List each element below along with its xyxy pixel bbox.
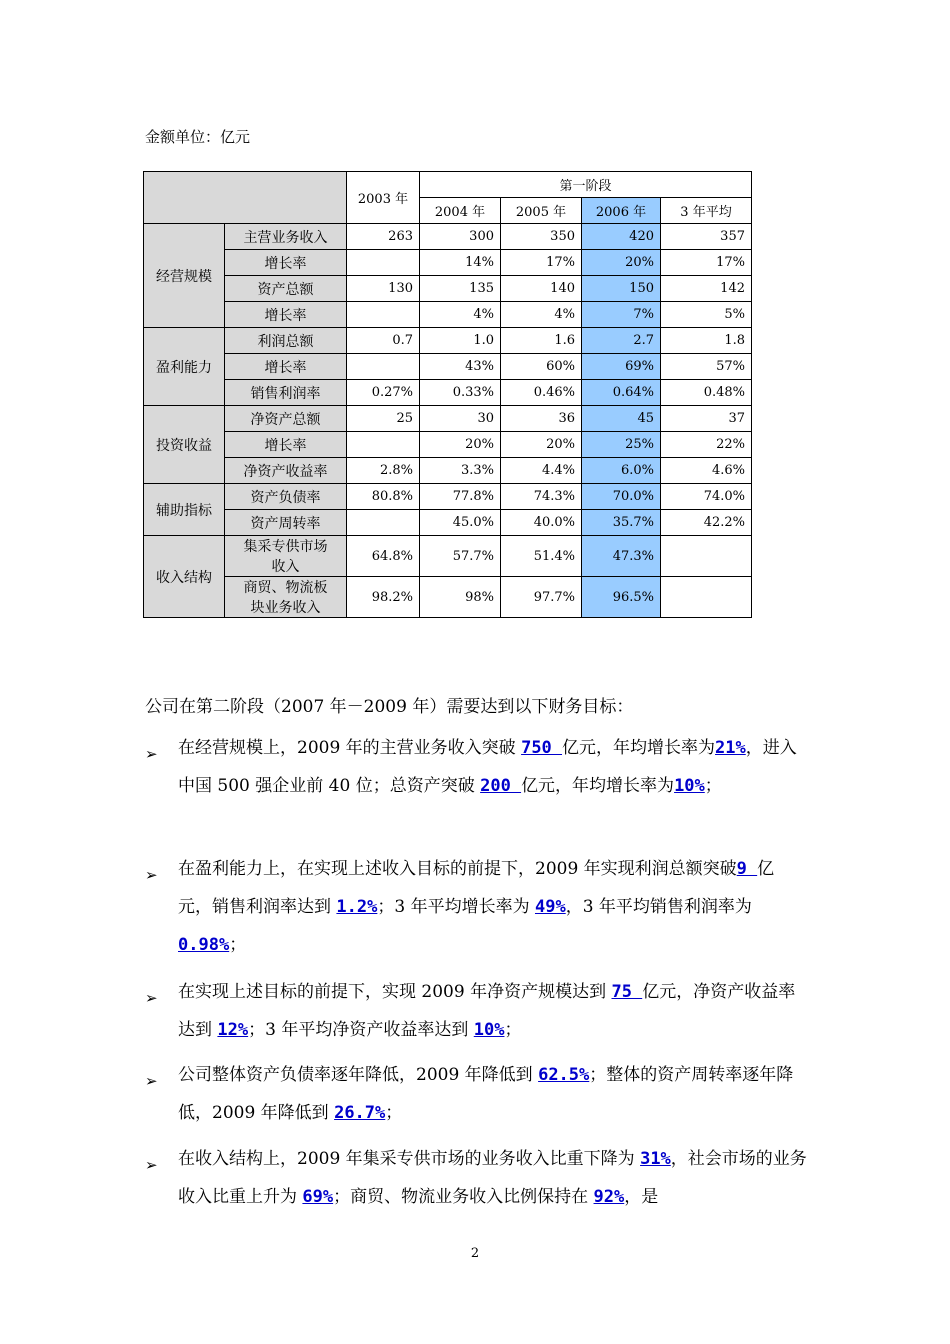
amount-unit-label: 金额单位：亿元 (145, 128, 251, 146)
highlight-value: 9 (736, 859, 758, 879)
row-item-label-line2: 块业务收入 (250, 600, 321, 616)
category-income: 收入结构 (144, 536, 225, 618)
cell-2003: 263 (347, 224, 420, 250)
text: 亿元，净资产收益率达到 (178, 982, 796, 1040)
cell-2003: 2.8% (347, 458, 420, 484)
cell-2005: 51.4% (501, 536, 582, 577)
text: ；3 年平均增长率为 (377, 897, 535, 917)
row-item-label-line1: 集采专供市场 (243, 539, 328, 555)
cell-2003: 80.8% (347, 484, 420, 510)
cell-avg: 57% (661, 354, 752, 380)
cell-2005: 4.4% (501, 458, 582, 484)
cell-2005: 97.7% (501, 577, 582, 618)
header-2006: 2006 年 (582, 198, 661, 224)
cell-2006: 25% (582, 432, 661, 458)
row-item-label: 资产总额 (225, 276, 347, 302)
cell-2003 (347, 302, 420, 328)
financial-table (143, 171, 752, 618)
goal-scale-paragraph (178, 729, 808, 805)
row-item-label (225, 577, 347, 618)
text: 在收入结构上，2009 年集采专供市场的业务收入比重下降为 (178, 1149, 641, 1169)
table-row (144, 484, 752, 510)
highlight-value: 10% (473, 1020, 505, 1040)
cell-2006: 2.7 (582, 328, 661, 354)
cell-2003: 64.8% (347, 536, 420, 577)
highlight-value: 21% (715, 738, 746, 758)
row-item-label: 销售利润率 (225, 380, 347, 406)
row-item-label: 主营业务收入 (225, 224, 347, 250)
cell-2003 (347, 354, 420, 380)
text: ； (704, 776, 722, 796)
bullet-arrow-icon: ➢ (145, 866, 158, 884)
category-aux: 辅助指标 (144, 484, 225, 536)
highlight-value: 10% (674, 776, 705, 796)
cell-2005: 40.0% (501, 510, 582, 536)
row-item-label: 净资产收益率 (225, 458, 347, 484)
cell-2003: 0.27% (347, 380, 420, 406)
table-row (144, 302, 752, 328)
cell-2006: 7% (582, 302, 661, 328)
row-item-label (225, 536, 347, 577)
row-item-label: 增长率 (225, 432, 347, 458)
cell-avg: 17% (661, 250, 752, 276)
cell-2006: 47.3% (582, 536, 661, 577)
cell-avg: 22% (661, 432, 752, 458)
text: 亿元，销售利润率达到 (178, 859, 775, 917)
row-item-label: 增长率 (225, 354, 347, 380)
text: 亿元，年均增长率为 (521, 776, 675, 796)
cell-2004: 4% (420, 302, 501, 328)
header-3yr-avg: 3 年平均 (661, 198, 752, 224)
text: 公司整体资产负债率逐年降低，2009 年降低到 (178, 1065, 539, 1085)
cell-2005: 0.46% (501, 380, 582, 406)
cell-2003 (347, 432, 420, 458)
cell-2003 (347, 250, 420, 276)
cell-2006: 6.0% (582, 458, 661, 484)
text: ； (229, 935, 247, 955)
table-row (144, 354, 752, 380)
cell-avg: 5% (661, 302, 752, 328)
text: 在经营规模上，2009 年的主营业务收入突破 (178, 738, 522, 758)
cell-2006: 0.64% (582, 380, 661, 406)
header-2005: 2005 年 (501, 198, 582, 224)
cell-2006: 20% (582, 250, 661, 276)
cell-2005: 74.3% (501, 484, 582, 510)
header-phase1: 第一阶段 (420, 172, 752, 198)
text: ；3 年平均净资产收益率达到 (248, 1020, 474, 1040)
header-2004: 2004 年 (420, 198, 501, 224)
table-row (144, 380, 752, 406)
table-row (144, 432, 752, 458)
highlight-value: 69% (302, 1187, 334, 1207)
cell-avg: 42.2% (661, 510, 752, 536)
cell-2004: 3.3% (420, 458, 501, 484)
cell-2004: 45.0% (420, 510, 501, 536)
row-item-label: 资产周转率 (225, 510, 347, 536)
text: ，3 年平均销售利润率为 (565, 897, 752, 917)
header-2003: 2003 年 (347, 172, 420, 224)
category-invest: 投资收益 (144, 406, 225, 484)
goal-debt-paragraph (178, 1056, 808, 1132)
cell-2006: 70.0% (582, 484, 661, 510)
cell-2004: 1.0 (420, 328, 501, 354)
cell-2003: 130 (347, 276, 420, 302)
table-row (144, 406, 752, 432)
cell-2005: 60% (501, 354, 582, 380)
table-row (144, 510, 752, 536)
highlight-value: 31% (640, 1149, 671, 1169)
row-item-label: 资产负债率 (225, 484, 347, 510)
table-row (144, 276, 752, 302)
highlight-value: 200 (480, 776, 522, 796)
cell-2004: 30 (420, 406, 501, 432)
cell-2006: 35.7% (582, 510, 661, 536)
highlight-value: 62.5% (538, 1065, 590, 1085)
row-item-label-line2: 收入 (271, 559, 300, 575)
category-scale: 经营规模 (144, 224, 225, 328)
cell-2004: 135 (420, 276, 501, 302)
cell-2003: 25 (347, 406, 420, 432)
text: ；商贸、物流业务收入比例保持在 (333, 1187, 594, 1207)
cell-avg: 74.0% (661, 484, 752, 510)
goal-profit-paragraph (178, 850, 808, 964)
goal-invest-paragraph (178, 973, 808, 1049)
highlight-value: 1.2% (336, 897, 378, 917)
table-row (144, 224, 752, 250)
cell-2006: 45 (582, 406, 661, 432)
table-corner-cell (144, 172, 347, 224)
cell-2003: 0.7 (347, 328, 420, 354)
highlight-value: 26.7% (334, 1103, 386, 1123)
cell-2005: 36 (501, 406, 582, 432)
cell-2005: 140 (501, 276, 582, 302)
cell-2006: 69% (582, 354, 661, 380)
table-row (144, 458, 752, 484)
cell-avg: 0.48% (661, 380, 752, 406)
text: 在盈利能力上，在实现上述收入目标的前提下，2009 年实现利润总额突破 (178, 859, 737, 879)
cell-2005: 350 (501, 224, 582, 250)
text: ； (504, 1020, 522, 1040)
cell-avg: 357 (661, 224, 752, 250)
cell-2006: 96.5% (582, 577, 661, 618)
text: 在实现上述目标的前提下，实现 2009 年净资产规模达到 (178, 982, 612, 1002)
cell-2005: 4% (501, 302, 582, 328)
highlight-value: 750 (521, 738, 563, 758)
text: 亿元，年均增长率为 (562, 738, 716, 758)
cell-2003: 98.2% (347, 577, 420, 618)
page-number: 2 (470, 1246, 480, 1261)
cell-2005: 20% (501, 432, 582, 458)
cell-avg: 142 (661, 276, 752, 302)
text: ；整体的资产周转率逐年降低，2009 年降低到 (178, 1065, 794, 1123)
cell-2004: 14% (420, 250, 501, 276)
cell-avg (661, 577, 752, 618)
cell-2004: 43% (420, 354, 501, 380)
table-row (144, 536, 752, 577)
cell-2004: 20% (420, 432, 501, 458)
table-row (144, 328, 752, 354)
cell-avg: 37 (661, 406, 752, 432)
highlight-value: 75 (611, 982, 643, 1002)
table-row (144, 577, 752, 618)
cell-2004: 57.7% (420, 536, 501, 577)
row-item-label: 利润总额 (225, 328, 347, 354)
bullet-arrow-icon: ➢ (145, 989, 158, 1007)
row-item-label-line1: 商贸、物流板 (243, 580, 328, 596)
highlight-value: 12% (217, 1020, 249, 1040)
cell-2003 (347, 510, 420, 536)
cell-2004: 300 (420, 224, 501, 250)
category-profit: 盈利能力 (144, 328, 225, 406)
cell-2005: 1.6 (501, 328, 582, 354)
cell-avg (661, 536, 752, 577)
phase2-intro: 公司在第二阶段（2007 年－2009 年）需要达到以下财务目标： (145, 697, 634, 717)
cell-2004: 98% (420, 577, 501, 618)
text: ，是 (624, 1187, 659, 1207)
cell-2005: 17% (501, 250, 582, 276)
row-item-label: 净资产总额 (225, 406, 347, 432)
bullet-arrow-icon: ➢ (145, 1156, 158, 1174)
row-item-label: 增长率 (225, 302, 347, 328)
cell-2006: 150 (582, 276, 661, 302)
text: ，社会市场的业务收入比重上升为 (178, 1149, 807, 1207)
row-item-label: 增长率 (225, 250, 347, 276)
highlight-value: 49% (534, 897, 566, 917)
table-row (144, 250, 752, 276)
text: ，进入中国 500 强企业前 40 位；总资产突破 (178, 738, 797, 796)
bullet-arrow-icon: ➢ (145, 1072, 158, 1090)
text: ； (385, 1103, 403, 1123)
cell-2006: 420 (582, 224, 661, 250)
highlight-value: 0.98% (178, 935, 230, 955)
cell-2004: 0.33% (420, 380, 501, 406)
cell-avg: 4.6% (661, 458, 752, 484)
goal-income-structure-paragraph (178, 1140, 808, 1216)
highlight-value: 92% (593, 1187, 625, 1207)
cell-2004: 77.8% (420, 484, 501, 510)
cell-avg: 1.8 (661, 328, 752, 354)
bullet-arrow-icon: ➢ (145, 745, 158, 763)
